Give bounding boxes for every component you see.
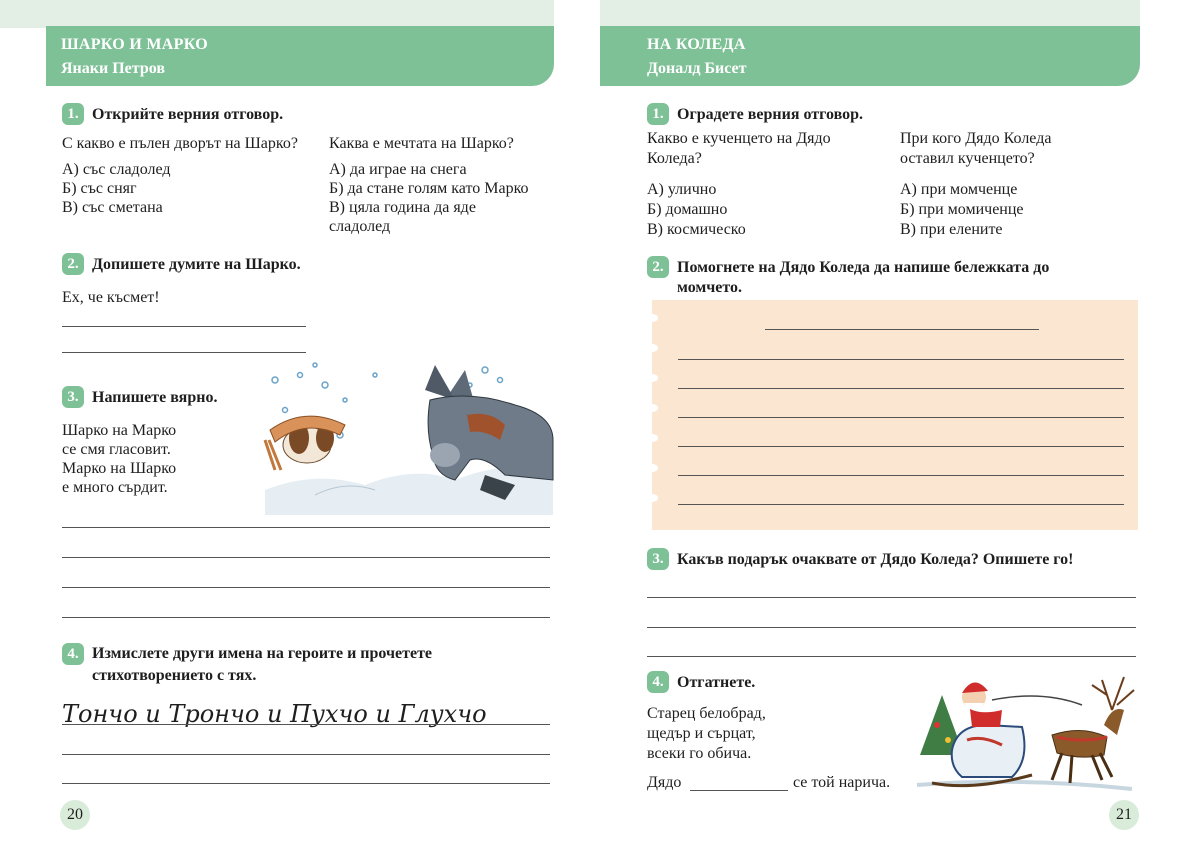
- writing-line[interactable]: [62, 587, 550, 588]
- task-number-badge: 4.: [647, 671, 669, 693]
- note-notch: [646, 494, 658, 502]
- santa-sleigh-illustration: [912, 665, 1138, 795]
- task-title-continued: стихотворението с тях.: [92, 667, 257, 684]
- story-author: Доналд Бисет: [647, 60, 747, 77]
- writing-line[interactable]: [62, 783, 550, 784]
- task-number-badge: 1.: [62, 103, 84, 125]
- note-notch: [646, 344, 658, 352]
- writing-line[interactable]: [62, 724, 550, 725]
- task-title: Оградете верния отговор.: [677, 106, 864, 123]
- story-author: Янаки Петров: [61, 60, 165, 77]
- header-top-band: [0, 0, 554, 28]
- note-notch: [646, 464, 658, 472]
- question: При кого Дядо Коледа: [900, 130, 1052, 147]
- task-title-continued: момчето.: [677, 279, 743, 296]
- answer-option[interactable]: Б) домашно: [647, 201, 728, 218]
- note-paper[interactable]: [652, 300, 1138, 530]
- answer-option[interactable]: А) да играе на снега: [329, 161, 467, 178]
- note-writing-line[interactable]: [678, 446, 1124, 447]
- writing-line[interactable]: [62, 754, 550, 755]
- poem-line: е много сърдит.: [62, 479, 168, 496]
- task-title: Какъв подарък очаквате от Дядо Коледа? Опишете го!: [677, 551, 1074, 568]
- handwritten-example: Тончо и Трончо и Пухчо и Глухчо: [62, 700, 487, 728]
- task-number-badge: 1.: [647, 103, 669, 125]
- writing-line[interactable]: [62, 617, 550, 618]
- note-writing-line[interactable]: [678, 417, 1124, 418]
- note-notch: [646, 434, 658, 442]
- note-notch: [646, 314, 658, 322]
- dog-and-donkey-illustration: [255, 360, 555, 515]
- poem-line: се смя гласовит.: [62, 441, 171, 458]
- riddle-line: всеки го обича.: [647, 745, 752, 762]
- note-writing-line[interactable]: [678, 359, 1124, 360]
- question-continued: оставил кученцето?: [900, 150, 1035, 167]
- poem-line: Марко на Шарко: [62, 460, 177, 477]
- answer-option[interactable]: В) цяла година да яде: [329, 199, 476, 216]
- note-notch: [646, 404, 658, 412]
- task-title: Помогнете на Дядо Коледа да напише бележката до: [677, 259, 1050, 276]
- writing-line[interactable]: [62, 326, 306, 327]
- answer-option-continued: сладолед: [329, 218, 391, 235]
- writing-line[interactable]: [647, 656, 1136, 657]
- poem-line: Шарко на Марко: [62, 422, 177, 439]
- answer-blank[interactable]: [690, 790, 788, 791]
- task-number-badge: 3.: [647, 548, 669, 570]
- writing-line[interactable]: [62, 352, 306, 353]
- story-title: НА КОЛЕДА: [647, 36, 746, 53]
- question: Какво е кученцето на Дядо: [647, 130, 831, 147]
- task-number-badge: 3.: [62, 386, 84, 408]
- note-notch: [646, 374, 658, 382]
- page-number: 20: [60, 800, 90, 830]
- answer-prefix: Дядо: [647, 774, 682, 791]
- riddle-line: Старец белобрад,: [647, 705, 766, 722]
- answer-suffix: се той нарича.: [793, 774, 891, 791]
- story-title: ШАРКО И МАРКО: [61, 36, 208, 53]
- answer-option[interactable]: В) със сметана: [62, 199, 163, 216]
- note-writing-line[interactable]: [678, 504, 1124, 505]
- question: С какво е пълен дворът на Шарко?: [62, 135, 298, 152]
- writing-line[interactable]: [647, 627, 1136, 628]
- answer-option[interactable]: В) космическо: [647, 221, 746, 238]
- right-header: [600, 26, 1140, 86]
- answer-option[interactable]: Б) със сняг: [62, 180, 137, 197]
- riddle-line: щедър и сърцат,: [647, 725, 756, 742]
- writing-line[interactable]: [62, 527, 550, 528]
- answer-option[interactable]: Б) при момиченце: [900, 201, 1024, 218]
- task-number-badge: 2.: [647, 256, 669, 278]
- task-title: Допишете думите на Шарко.: [92, 256, 301, 273]
- header-top-band: [600, 0, 1140, 28]
- question: Каква е мечтата на Шарко?: [329, 135, 514, 152]
- note-writing-line[interactable]: [678, 475, 1124, 476]
- task-title: Напишете вярно.: [92, 389, 218, 406]
- writing-line[interactable]: [62, 557, 550, 558]
- answer-option[interactable]: Б) да стане голям като Марко: [329, 180, 529, 197]
- task-title: Измислете други имена на героите и прочетете: [92, 645, 433, 662]
- note-heading-line[interactable]: [765, 329, 1039, 330]
- task-number-badge: 4.: [62, 643, 84, 665]
- task-number-badge: 2.: [62, 253, 84, 275]
- page-number: 21: [1109, 800, 1139, 830]
- question-continued: Коледа?: [647, 150, 702, 167]
- left-header: [46, 26, 554, 86]
- answer-option[interactable]: А) със сладолед: [62, 161, 171, 178]
- writing-line[interactable]: [647, 597, 1136, 598]
- note-writing-line[interactable]: [678, 388, 1124, 389]
- task-title: Открийте верния отговор.: [92, 106, 284, 123]
- task-title: Отгатнете.: [677, 674, 756, 691]
- answer-option[interactable]: А) при момченце: [900, 181, 1018, 198]
- answer-option[interactable]: В) при елените: [900, 221, 1003, 238]
- answer-option[interactable]: А) улично: [647, 181, 717, 198]
- prompt-text: Ех, че късмет!: [62, 289, 160, 306]
